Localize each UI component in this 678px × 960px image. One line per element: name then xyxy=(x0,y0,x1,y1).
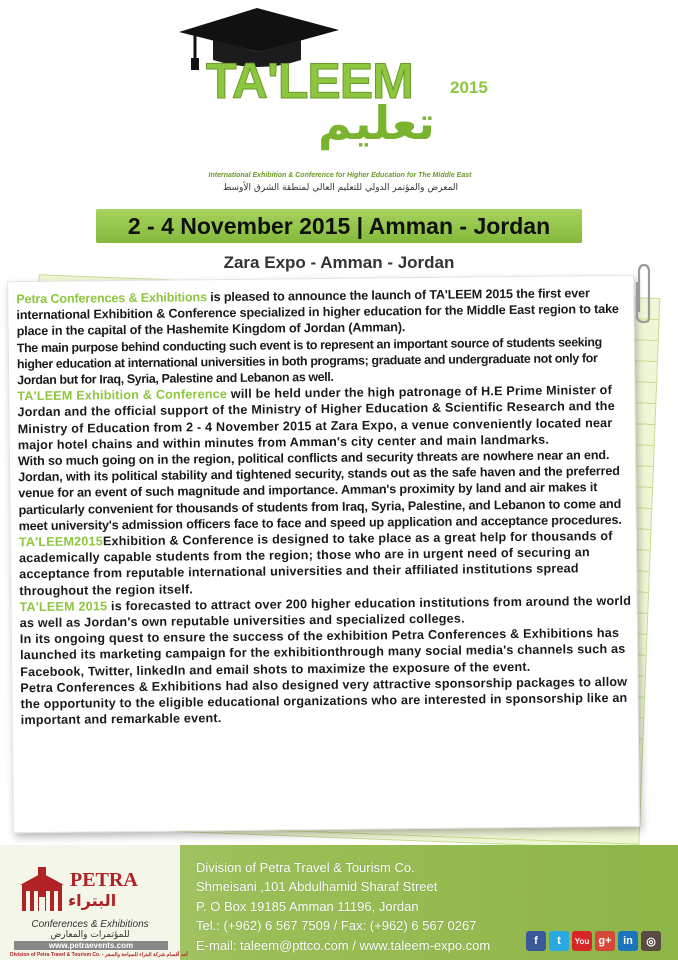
paragraph-region: With so much going on in the region, political conflicts and security threats are nowhere near an end. Jordan, with its political stability and tightened security, stands out as the safe haven and the preferred venue for an event of such magnitude and importance. Amman's proximity by land and air makes it particularly convenient for thousands of students from Iraq, Syria, Palestine, and Lebanon to come and meet university's admission officers face to face and speed up application and acceptance procedures. xyxy=(17,448,622,534)
footer xyxy=(0,845,678,960)
petra-division: Division of Petra Travel & Tourism Co. - أحد أقسام شركة البتراء للسياحة والسفر xyxy=(10,952,188,958)
venue-line: Zara Expo - Amman - Jordan xyxy=(223,253,455,272)
article-body xyxy=(16,285,633,729)
contact-phone: Tel.: (+962) 6 567 7509 / Fax: (+962) 6 567 0267 xyxy=(196,918,477,934)
paragraph-patronage: TA'LEEM Exhibition & Conference will be held under the high patronage of H.E Prime Minister of Jordan and the official support of the Ministry of Higher Education & Scientific Research and the Ministry of Education from 2 - 4 November 2015 at Zara Expo, a venue conveniently located near major hotel chains and within minutes from Amman's city center and main landmarks. xyxy=(17,383,615,453)
contact-company: Division of Petra Travel & Tourism Co. xyxy=(196,860,415,875)
logo-year: 2015 xyxy=(450,78,488,97)
instagram-icon[interactable]: ◎ xyxy=(641,931,661,951)
linkedin-icon[interactable]: in xyxy=(618,931,638,951)
paper-front xyxy=(7,275,640,834)
social-icons xyxy=(526,931,661,951)
paperclip-icon xyxy=(633,262,653,324)
petra-treasury-icon xyxy=(18,867,66,913)
petra-website[interactable]: www.petraevents.com xyxy=(14,941,168,950)
petra-name-arabic: البتراء xyxy=(68,891,117,910)
logo-title: TA'LEEM xyxy=(206,53,413,109)
paragraph-sponsorship: Petra Conferences & Exhibitions had also designed very attractive sponsorship packages to allow the opportunity to the eligible educational organizations who are interested in sponsorship like an important and remarkable event. xyxy=(20,674,628,728)
paragraph-marketing: In its ongoing quest to ensure the success of the exhibition Petra Conferences & Exhibitions has launched its marketing campaign for the exhibitionthrough many social media's channels such as Facebook, Twitter, linkedIn and email shots to maximize the exposure of the event. xyxy=(19,626,626,679)
facebook-icon[interactable]: f xyxy=(526,931,546,951)
petra-logo-block xyxy=(0,845,188,960)
paragraph-design: TA'LEEM2015Exhibition & Conference is designed to take place as a great help for thousands of academically capable students from the region; those who are in urgent need of securing an acceptance from reputable international universities and their affiliated institutions spread throughout the region itself. xyxy=(18,529,613,598)
paper-sheets xyxy=(10,278,650,843)
petra-tagline: Conferences & Exhibitions xyxy=(31,919,149,930)
paragraph-forecast: TA'LEEM 2015 is forecasted to attract over 200 higher education institutions from around the world as well as Jordan's own reputable universities and specialized colleges. xyxy=(19,593,632,631)
header xyxy=(0,0,678,200)
logo-arabic-title: تعليم xyxy=(318,96,435,150)
highlight-taleem2015: TA'LEEM2015 xyxy=(18,534,103,550)
youtube-icon[interactable]: You xyxy=(572,931,592,951)
twitter-icon[interactable]: t xyxy=(549,931,569,951)
contact-email[interactable]: E-mail: taleem@pttco.com / www.taleem-expo.com xyxy=(196,937,491,953)
highlight-exhibition: TA'LEEM Exhibition & Conference xyxy=(17,387,228,404)
highlight-organizer: Petra Conferences & Exhibitions xyxy=(16,290,207,307)
date-banner: 2 - 4 November 2015 | Amman - Jordan xyxy=(96,209,582,243)
google-plus-icon[interactable]: g+ xyxy=(595,931,615,951)
highlight-taleem-2015: TA'LEEM 2015 xyxy=(19,599,108,615)
paragraph-purpose: The main purpose behind conducting such event is to represent an important source of students seeking higher education at international universities in both programs; graduate and undergraduate not only for Jordan but for Iraq, Syria, Palestine and Lebanon as well. xyxy=(16,334,602,388)
contact-pobox: P. O Box 19185 Amman 11196, Jordan xyxy=(196,898,419,914)
event-subtitle-en: International Exhibition & Conference for Higher Education for The Middle East xyxy=(208,172,472,179)
petra-tagline-arabic: للمؤتمرات والمعارض xyxy=(50,930,130,940)
petra-name: PETRA xyxy=(70,869,138,891)
event-subtitle-ar: المعرض والمؤتمر الدولي للتعليم العالي لمنطقة الشرق الأوسط xyxy=(222,183,459,193)
paragraph-intro: Petra Conferences & Exhibitions is pleased to announce the launch of TA'LEEM 2015 the first ever international Exhibition & Conference specialized in higher education for the Middle East region to take place in the capital of the Hashemite Kingdom of Jordan (Amman). xyxy=(16,286,619,339)
contact-address: Shmeisani ,101 Abdulhamid Sharaf Street xyxy=(196,879,438,895)
contact-info xyxy=(196,858,490,955)
